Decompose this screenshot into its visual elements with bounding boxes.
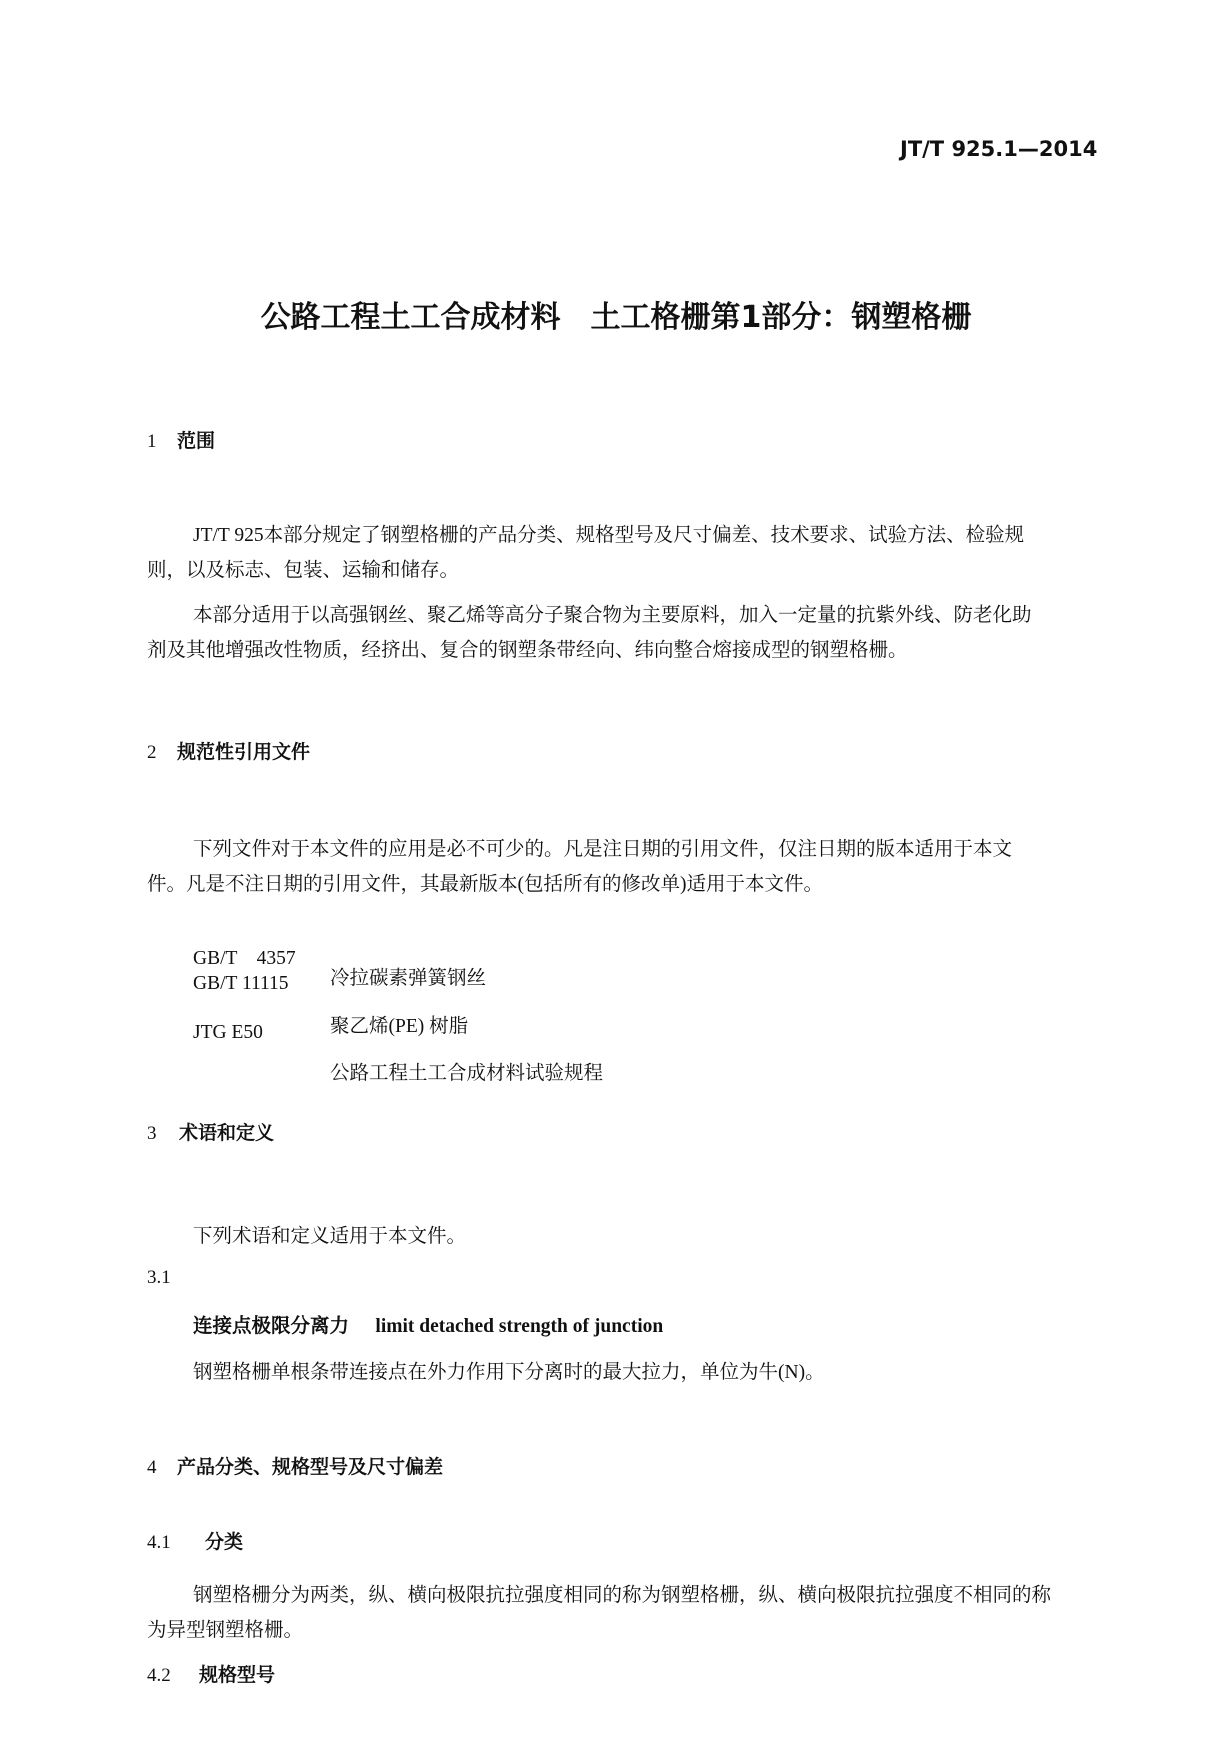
section-1-heading [147, 426, 215, 453]
section-1-paragraph-2 [147, 598, 1102, 668]
reference-code: GB/T 4357 [193, 948, 296, 969]
section-number: 4 [147, 1457, 157, 1478]
term-definition: 钢塑格栅单根条带连接点在外力作用下分离时的最大拉力，单位为牛(N)。 [193, 1362, 825, 1383]
section-3-heading [147, 1118, 274, 1145]
section-4-heading [147, 1452, 443, 1479]
text-line: 本部分适用于以高强钢丝、聚乙烯等高分子聚合物为主要原料，加入一定量的抗紫外线、防老化助 [193, 605, 1032, 626]
section-4-1-paragraph-1 [147, 1578, 1102, 1648]
section-2-paragraph-1 [147, 832, 1102, 902]
term-heading [193, 1310, 663, 1338]
text-line: 为异型钢塑格栅。 [147, 1620, 304, 1641]
section-title: 范围 [177, 430, 216, 452]
section-3-paragraph-1: 下列术语和定义适用于本文件。 [193, 1226, 467, 1247]
reference-title: 公路工程土工合成材料试验规程 [330, 1063, 604, 1084]
reference-title: 冷拉碳素弹簧钢丝 [330, 968, 487, 989]
term-chinese: 连接点极限分离力 [193, 1314, 350, 1337]
text-line: 则，以及标志、包装、运输和储存。 [147, 560, 460, 581]
section-number: 2 [147, 742, 157, 763]
reference-title: 聚乙烯(PE) 树脂 [330, 1016, 469, 1037]
subsection-number: 4.1 [147, 1532, 171, 1553]
section-1-paragraph-1 [147, 518, 1102, 588]
document-number: JT/T 925.1—2014 [900, 137, 1098, 161]
subsection-4-2-heading [147, 1660, 275, 1687]
section-title: 规范性引用文件 [177, 741, 311, 763]
text-line: 钢塑格栅分为两类，纵、横向极限抗拉强度相同的称为钢塑格栅，纵、横向极限抗拉强度不相同的称 [193, 1585, 1052, 1606]
text-line: 下列文件对于本文件的应用是必不可少的。凡是注日期的引用文件，仅注日期的版本适用于本文 [193, 839, 1013, 860]
section-title: 产品分类、规格型号及尺寸偏差 [177, 1456, 444, 1478]
subsection-title: 规格型号 [199, 1664, 276, 1686]
section-number: 1 [147, 431, 157, 452]
reference-code: GB/T 11115 [193, 973, 289, 994]
text-line: 件。凡是不注日期的引用文件，其最新版本(包括所有的修改单)适用于本文件。 [147, 874, 823, 895]
document-title: 公路工程土工合成材料 土工格栅第1部分：钢塑格栅 [260, 300, 972, 335]
text-line: JT/T 925本部分规定了钢塑格栅的产品分类、规格型号及尺寸偏差、技术要求、试验方法、检验规 [193, 525, 1025, 546]
text-line: 剂及其他增强改性物质，经挤出、复合的钢塑条带经向、纬向整合熔接成型的钢塑格栅。 [147, 640, 908, 661]
reference-code: JTG E50 [193, 1022, 263, 1043]
section-title: 术语和定义 [179, 1122, 275, 1144]
term-english: limit detached strength of junction [375, 1316, 664, 1337]
subsection-number: 3.1 [147, 1267, 171, 1288]
section-number: 3 [147, 1123, 157, 1144]
section-2-heading [147, 737, 310, 764]
subsection-number: 4.2 [147, 1665, 171, 1686]
subsection-title: 分类 [205, 1531, 244, 1553]
subsection-4-1-heading [147, 1527, 243, 1554]
